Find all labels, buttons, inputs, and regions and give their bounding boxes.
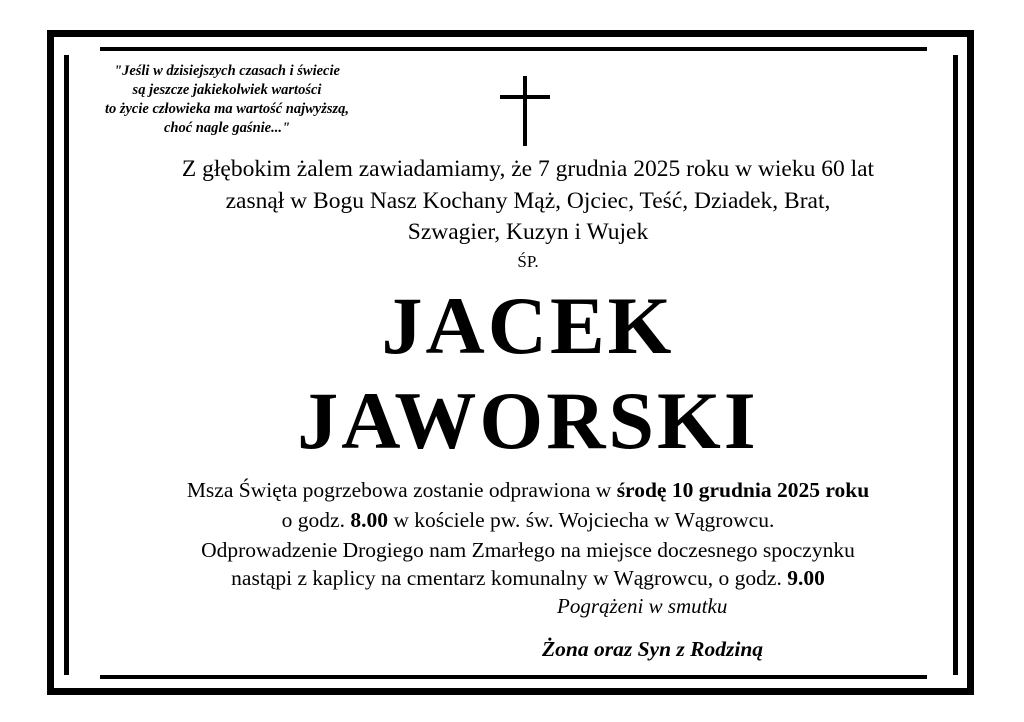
frame-bottom-outer <box>47 688 974 695</box>
funeral-text: Msza Święta pogrzebowa zostanie odprawiona w <box>186 478 617 502</box>
funeral-line-4 <box>0 565 1024 591</box>
mass-time: 8.00 <box>350 508 388 532</box>
funeral-text: o godz. <box>281 508 351 532</box>
family-signature: Żona oraz Syn z Rodziną <box>542 637 764 661</box>
funeral-text: nastąpi z kaplicy na cmentarz komunalny w Wągrowcu, o godz. <box>231 566 788 590</box>
frame-top-outer <box>47 30 974 37</box>
quote-line: to życie człowieka ma wartość najwyższą, <box>104 101 350 117</box>
quote-line: choć nagle gaśnie..." <box>163 120 291 136</box>
deceased-first-name: JACEK <box>381 280 675 371</box>
deceased-last-name: JAWORSKI <box>297 375 759 466</box>
frame-bottom-inner <box>100 675 927 679</box>
cross-icon <box>500 76 550 146</box>
funeral-line-1 <box>0 477 1024 503</box>
intro-line-3: Szwagier, Kuzyn i Wujek <box>407 219 649 245</box>
funeral-date: środę 10 grudnia 2025 roku <box>616 478 870 502</box>
frame-top-inner <box>100 47 927 51</box>
memorial-quote <box>82 62 372 138</box>
quote-line: "Jeśli w dzisiejszych czasach i świecie <box>114 63 340 79</box>
funeral-text: w kościele pw. św. Wojciecha w Wągrowcu. <box>387 508 775 532</box>
sp-label: ŚP. <box>517 252 539 271</box>
intro-line-2: zasnął w Bogu Nasz Kochany Mąż, Ojciec, Teść, Dziadek, Brat, <box>225 188 831 214</box>
mourning-text: Pogrążeni w smutku <box>557 594 728 618</box>
procession-time: 9.00 <box>787 566 825 590</box>
intro-line-1: Z głębokim żalem zawiadamiamy, że 7 grudnia 2025 roku w wieku 60 lat <box>181 156 875 182</box>
quote-line: są jeszcze jakiekolwiek wartości <box>132 82 322 98</box>
funeral-line-2 <box>0 507 1024 533</box>
funeral-line-3: Odprowadzenie Drogiego nam Zmarłego na miejsce doczesnego spoczynku <box>201 538 855 562</box>
